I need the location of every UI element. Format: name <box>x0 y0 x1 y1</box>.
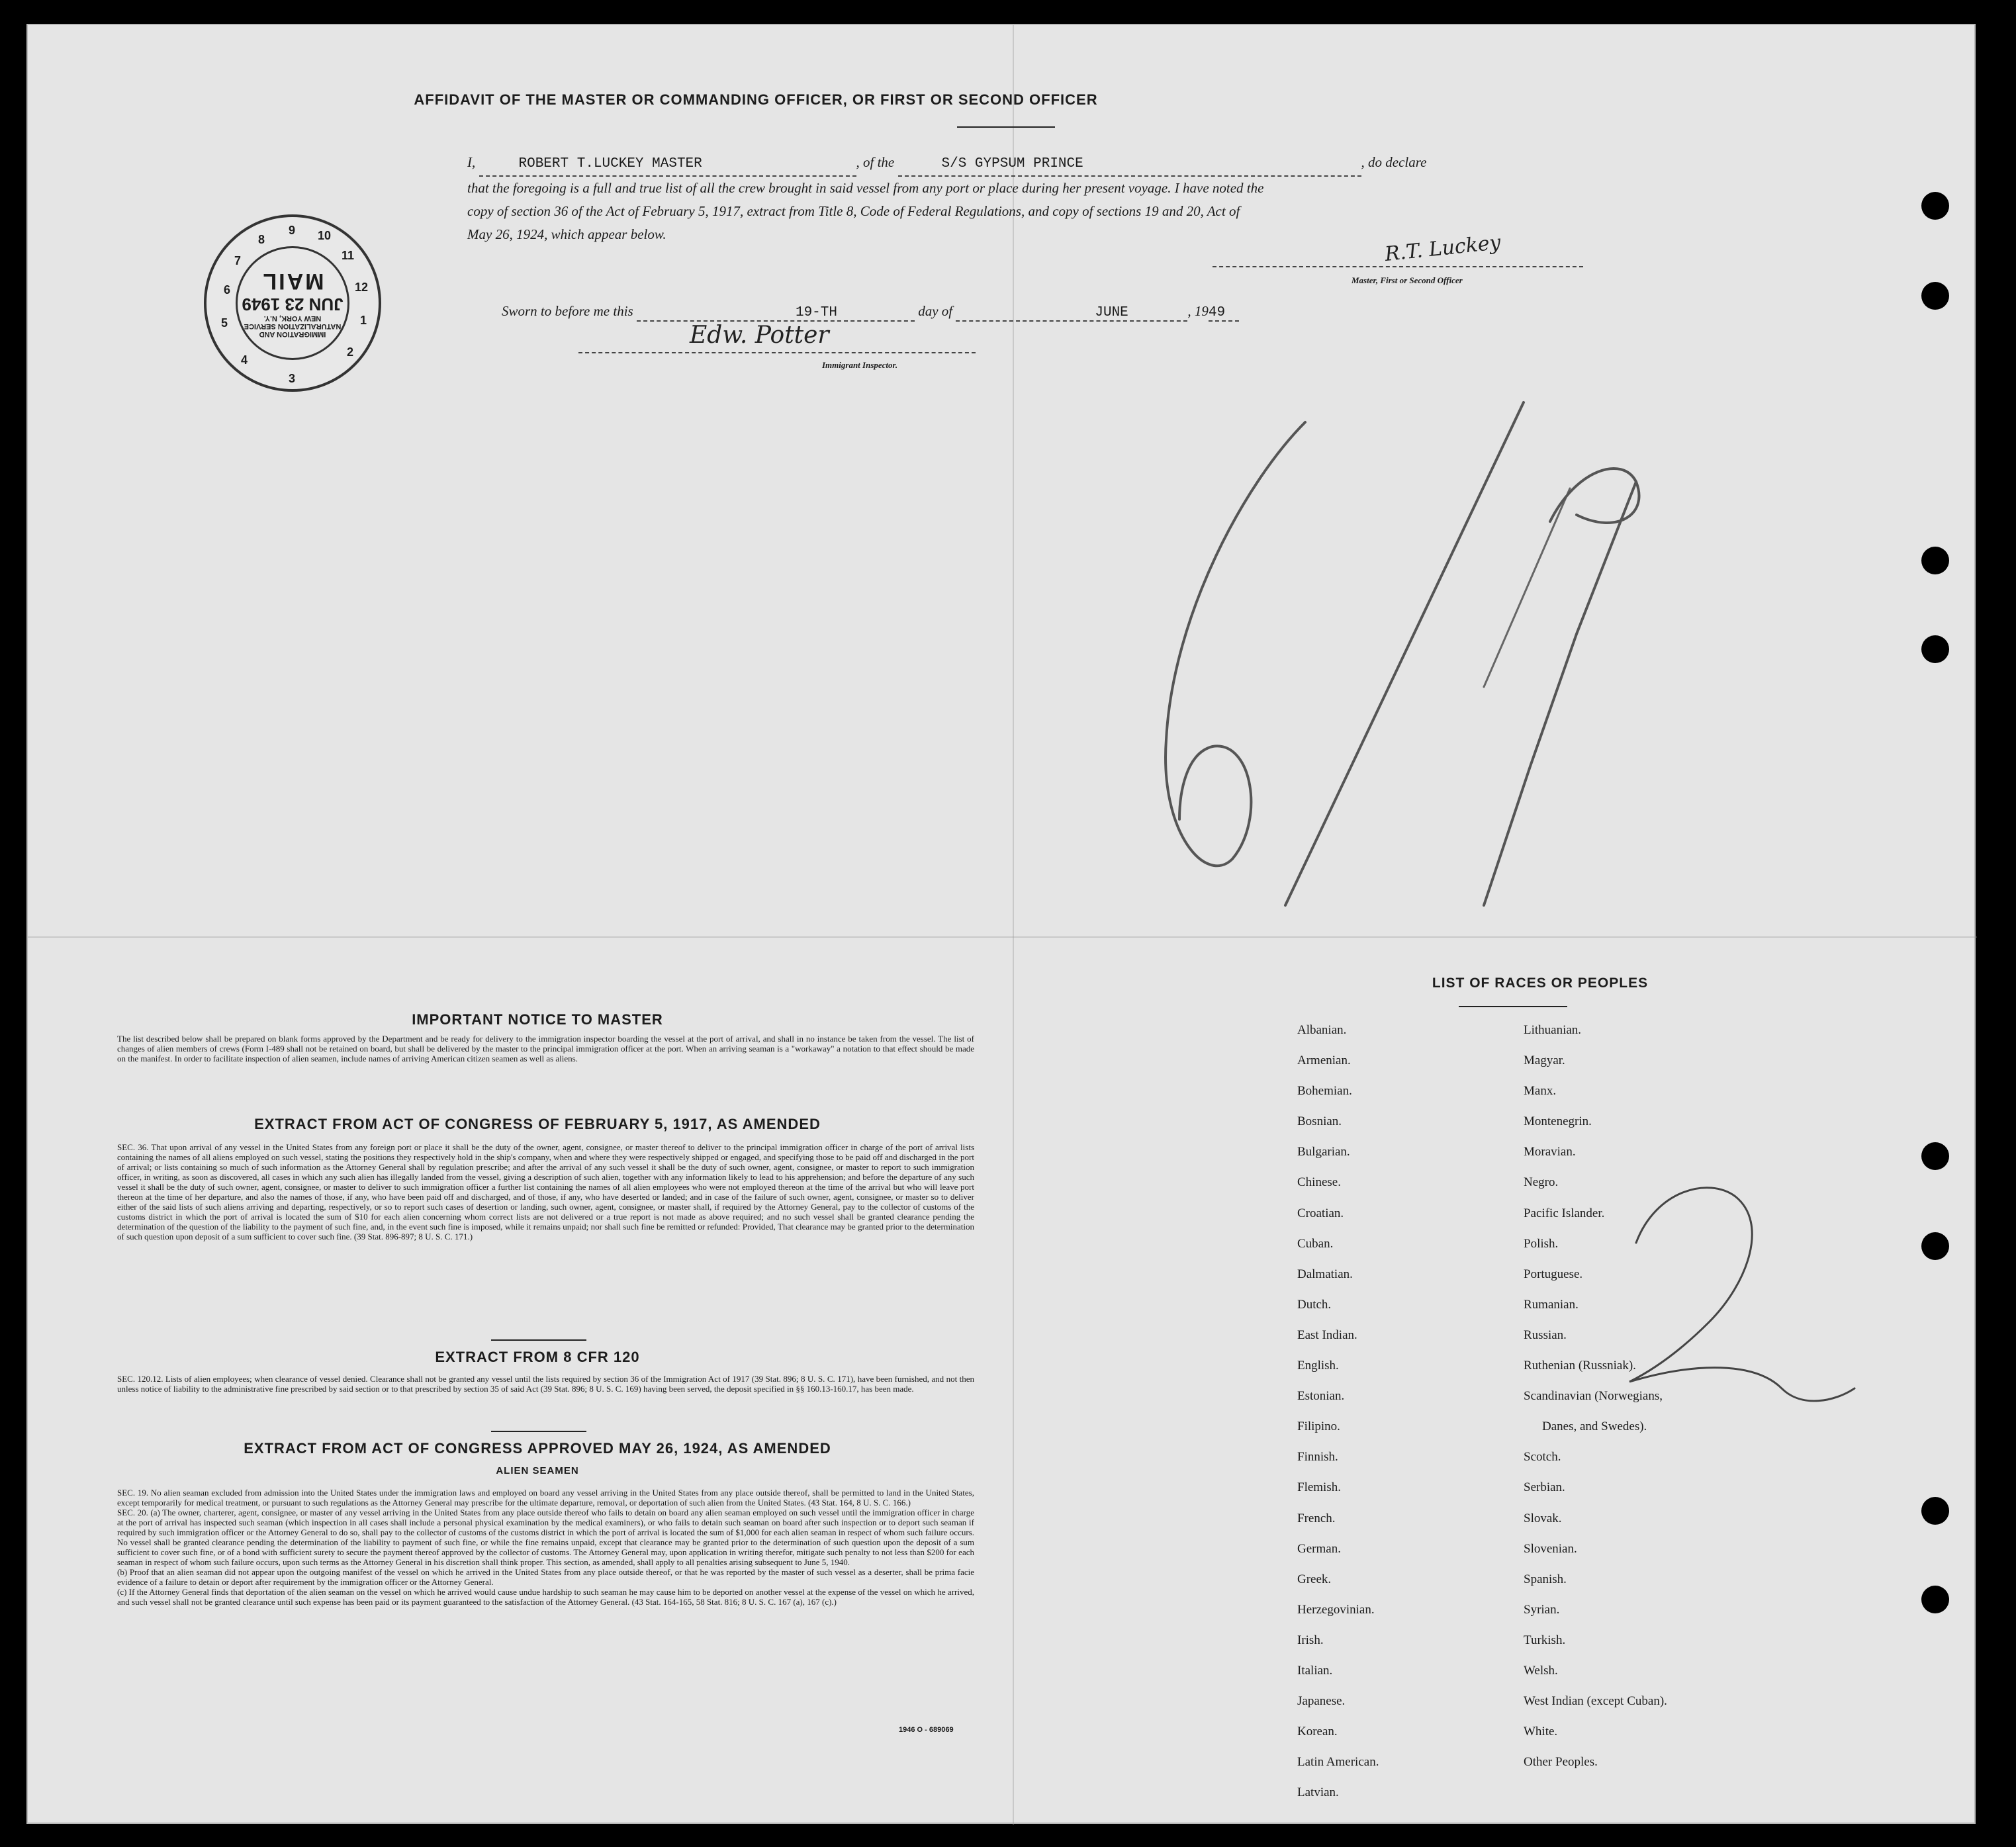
day-of-text: day of <box>918 303 953 319</box>
race-item: Italian. <box>1297 1663 1333 1678</box>
sworn-year-prefix: , 19 <box>1187 303 1209 319</box>
stamp-number: 11 <box>342 249 355 262</box>
race-item: Pacific Islander. <box>1524 1206 1605 1220</box>
stamp-date: JUN 23 1949 <box>242 294 344 314</box>
sec-19-text: SEC. 19. No alien seaman excluded from admission into the United States under the immigration laws and employed on board any vessel arriving in the United States from any place outside thereof, shall be permitted to land in the United States, except temporarily for medical treatment, or pursuant to such regulations as the Attorney General may prescribe for the ultimate departure, removal, or deportation of such alien from the United States. (43 Stat. 164, 8 U. S. C. 166.) <box>117 1488 974 1508</box>
fold-line-horizontal <box>28 936 1977 938</box>
stamp-number: 4 <box>241 353 248 367</box>
print-code: 1946 O - 689069 <box>899 1726 954 1734</box>
master-name-field: ROBERT T.LUCKEY MASTER <box>479 152 856 177</box>
extract-1924-body <box>117 1488 974 1607</box>
title-divider <box>957 126 1055 128</box>
stamp-number: 9 <box>289 224 296 237</box>
master-signature-caption: Master, First or Second Officer <box>1352 275 1463 285</box>
extract-cfr-body: SEC. 120.12. Lists of alien employees; when clearance of vessel denied. Clearance shall not be granted any vessel until the lists required by section 36 of the Immigration Act of 1917 (39 Stat. 896; 8 U. S. C. 171), have been furnished, and not then unless notice of liability to the administrative fine prescribed by said section or to that prescribed by section 35 of said Act (39 Stat. 896; 8 U. S. C. 169) having been served, the deposit specified in §§ 160.13-160.17, has been made. <box>117 1374 974 1394</box>
sec-20a-text: SEC. 20. (a) The owner, charterer, agent, consignee, or master of any vessel arriving in the United States from any place outside thereof who fails to detain on board any alien seaman employed on such vessel until the immigration officer in charge at the port of arrival has inspected such seaman (which inspection in all cases shall include a personal physical examination by the medical examiners), or who fails to detain such seaman on board after such inspection or to deport such seaman if required by such immigration officer or the Attorney General to do so, shall pay to the collector of customs of the customs district in which the port of arrival is located the sum of $1,000 for each alien seaman in respect of whom such failure occurs. No vessel shall be granted clearance pending the determination of the liability to payment of such fine, or while the fine remains unpaid, except that clearance may be granted prior to the determination of such question upon the deposit of a sum sufficient to cover such fine, or of a bond with sufficient surety to secure the payment thereof approved by the collector of customs. The Attorney General may, upon application in writing therefor, mitigate such penalty to not less than $200 for each seaman in respect of whom such failure occurs, upon such terms as the Attorney General in his discretion shall think proper. This section, as amended, shall apply to all penalties arising subsequent to June 5, 1940. <box>117 1508 974 1567</box>
race-item: English. <box>1297 1359 1339 1373</box>
race-item: Herzegovinian. <box>1297 1602 1375 1617</box>
vessel-name-field: S/S GYPSUM PRINCE <box>898 152 1361 177</box>
race-item: East Indian. <box>1297 1328 1357 1342</box>
race-item: Moravian. <box>1524 1145 1576 1159</box>
races-title: LIST OF RACES OR PEOPLES <box>1432 975 1649 991</box>
extract-1924-title: EXTRACT FROM ACT OF CONGRESS APPROVED MAY 26, 1924, AS AMENDED <box>244 1440 831 1457</box>
stamp-number: 1 <box>360 314 367 327</box>
race-item: Cuban. <box>1297 1236 1334 1251</box>
stamp-number: 2 <box>347 345 354 359</box>
master-signature-line <box>1213 266 1583 267</box>
sec-20b-text: (b) Proof that an alien seaman did not appear upon the outgoing manifest of the vessel on which he arrived in the United States from any place outside thereof, or that he was reported by the master of such vessel as a deserter, shall be prima facie evidence of a failure to detain or deport after requirement by the immigration officer or the Attorney General. <box>117 1567 974 1587</box>
races-divider <box>1459 1006 1567 1007</box>
affidavit-i: I, <box>467 154 476 170</box>
race-item: Greek. <box>1297 1572 1332 1586</box>
binder-hole <box>1921 1232 1949 1260</box>
race-item: Serbian. <box>1524 1480 1565 1495</box>
extract-cfr-title: EXTRACT FROM 8 CFR 120 <box>435 1349 640 1365</box>
stamp-center <box>236 246 349 360</box>
sworn-day-field: 19-TH <box>637 305 915 322</box>
binder-hole <box>1921 547 1949 574</box>
affidavit-title: AFFIDAVIT OF THE MASTER OR COMMANDING OFFICER, OR FIRST OR SECOND OFFICER <box>414 91 1098 108</box>
stamp-number: 10 <box>318 229 332 242</box>
inspector-signature-line <box>578 352 976 353</box>
race-item: Korean. <box>1297 1725 1338 1739</box>
extract-1917-body: SEC. 36. That upon arrival of any vessel in the United States from any foreign port or place it shall be the duty of the owner, agent, consignee, or master thereof to deliver to the principal immigration officer in charge of the port of arrival lists containing the names of all aliens employed on such vessel, stating the positions they respectively hold in the ship's company, when and where they were respectively shipped or engaged, and specifying those to be paid off and discharged in the port of arrival; or lists containing so much of such information as the Attorney General shall by regulation prescribe; and after the arrival of any such vessel it shall be the duty of such owner, agent, consignee, or master to report to such immigration officer, in writing, as soon as discovered, all cases in which any such alien has illegally landed from the vessel, giving a description of such alien, together with any information likely to lead to his apprehension; and before the departure of any such vessel it shall be the duty of such owner, agent, consignee, or master to deliver to such immigration officer a further list containing the names of all alien employees who were not employed thereon at the time of the arrival but who will leave port thereon at the time of her departure, and also the names of those, if any, who have been paid off and discharged, and of those, if any, who have deserted or landed; and in case of the failure of such owner, agent, consignee, or master so to deliver either of the said lists of such aliens arriving and departing, respectively, or so to report such cases of desertion or landing, such owner, agent, consignee, or master shall, if required by the Attorney General, pay to the collector of customs of the customs district in which the port of arrival is located the sum of $10 for each alien concerning whom correct lists are not delivered or a true report is not made as above required; and no such vessel shall be granted clearance pending the determination of the question of the liability to the payment of such fine, and, in the event such fine is imposed, while it remains unpaid; nor shall such fine be remitted or refunded: Provided, That clearance may be granted prior to the determination of such question upon deposit of a sum sufficient to cover such fine. (39 Stat. 896-897; 8 U. S. C. 171.) <box>117 1142 974 1241</box>
race-item: Dutch. <box>1297 1297 1332 1312</box>
extract-1917-title: EXTRACT FROM ACT OF CONGRESS OF FEBRUARY 5, 1917, AS AMENDED <box>254 1116 821 1132</box>
race-item: Negro. <box>1524 1175 1559 1190</box>
sworn-month-field: JUNE <box>956 305 1187 322</box>
race-item: West Indian (except Cuban). <box>1524 1694 1667 1709</box>
fold-line-vertical <box>1013 25 1014 1825</box>
extract-1924-subtitle: ALIEN SEAMEN <box>496 1465 579 1476</box>
affidavit-line-4: May 26, 1924, which appear below. <box>467 226 666 242</box>
stamp-city-text: NEW YORK, N.Y. <box>263 314 322 322</box>
race-item: Magyar. <box>1524 1054 1565 1068</box>
affidavit-of-the: , of the <box>856 154 895 170</box>
stamp-mail-text: MAIL <box>261 269 324 294</box>
race-item: Croatian. <box>1297 1206 1344 1220</box>
sec-20c-text: (c) If the Attorney General finds that deportation of the alien seaman on the vessel on which he arrived would cause undue hardship to such seaman he may cause him to be deported on another vessel at the expense of the vessel on which he arrived, and such vessel shall not be granted clearance until such expense has been paid or its payment guaranteed to the satisfaction of the Attorney General. (43 Stat. 164-165, 58 Stat. 816; 8 U. S. C. 167 (a), 167 (c).) <box>117 1587 974 1607</box>
sworn-text: Sworn to before me this <box>502 303 633 319</box>
sworn-year-field: 49 <box>1209 305 1239 322</box>
race-item: Finnish. <box>1297 1450 1338 1464</box>
notice-body: The list described below shall be prepared on blank forms approved by the Department and be ready for delivery to the immigration inspector boarding the vessel at the port of arrival, and shall in no instance be taken from the vessel. The list of changes of alien members of crews (Form I-489 shall not be retained on board, but shall be delivered by the master to the principal immigration officer at the port. When an arriving seaman is a "workaway" a notation to that effect should be made on the manifest. In order to facilitate inspection of alien seamen, include names of arriving American citizen seamen as well as aliens. <box>117 1034 974 1063</box>
binder-hole <box>1921 635 1949 663</box>
binder-hole <box>1921 1497 1949 1525</box>
race-item: Slovenian. <box>1524 1541 1577 1556</box>
race-item: Latvian. <box>1297 1785 1339 1800</box>
immigration-mail-stamp <box>204 214 381 392</box>
affidavit-line-1 <box>467 151 1586 177</box>
race-item: Estonian. <box>1297 1389 1345 1404</box>
race-item: Irish. <box>1297 1633 1324 1647</box>
stamp-number: 3 <box>289 372 296 385</box>
race-item: Scotch. <box>1524 1450 1561 1464</box>
stamp-number: 12 <box>355 281 369 294</box>
race-item: German. <box>1297 1541 1341 1556</box>
race-item: Welsh. <box>1524 1663 1558 1678</box>
race-item: Portuguese. <box>1524 1267 1583 1281</box>
binder-hole <box>1921 192 1949 220</box>
race-item: Japanese. <box>1297 1694 1346 1709</box>
binder-hole <box>1921 1142 1949 1170</box>
affidavit-line-2: that the foregoing is a full and true list of all the crew brought in said vessel from any port or place during her present voyage. I have noted the <box>467 180 1264 196</box>
race-item: Danes, and Swedes). <box>1542 1419 1647 1434</box>
race-item: French. <box>1297 1511 1336 1525</box>
manifest-page <box>26 24 1976 1824</box>
stamp-service-text: IMMIGRATION AND NATURALIZATION SERVICE <box>244 322 342 338</box>
race-item: Other Peoples. <box>1524 1755 1598 1770</box>
race-item: White. <box>1524 1725 1558 1739</box>
stamp-number: 6 <box>224 283 231 296</box>
race-item: Chinese. <box>1297 1175 1341 1190</box>
race-item: Filipino. <box>1297 1419 1340 1434</box>
race-item: Slovak. <box>1524 1511 1562 1525</box>
race-item: Russian. <box>1524 1328 1567 1342</box>
race-item: Dalmatian. <box>1297 1267 1353 1281</box>
races-column-2 <box>1524 1015 1667 1778</box>
stamp-number: 7 <box>234 254 242 267</box>
race-item: Syrian. <box>1524 1602 1560 1617</box>
affidavit-line-3: copy of section 36 of the Act of February 5, 1917, extract from Title 8, Code of Federal Regulations, and copy of sections 19 and 20, Act of <box>467 203 1240 219</box>
master-signature: R.T. Luckey <box>1383 230 1502 267</box>
race-item: Bosnian. <box>1297 1114 1342 1129</box>
race-item: Bohemian. <box>1297 1084 1352 1099</box>
section-divider <box>491 1339 586 1341</box>
notice-title: IMPORTANT NOTICE TO MASTER <box>412 1011 663 1028</box>
affidavit-body <box>467 151 1586 246</box>
race-item: Spanish. <box>1524 1572 1567 1586</box>
handwritten-date-text: 6/19 <box>1378 660 1381 661</box>
race-item: Montenegrin. <box>1524 1114 1592 1129</box>
race-item: Scandinavian (Norwegians, <box>1524 1389 1663 1404</box>
sworn-line <box>502 303 1239 322</box>
inspector-signature: Edw. Potter <box>690 322 829 349</box>
affidavit-do-declare: , do declare <box>1361 154 1427 170</box>
section-divider <box>491 1431 586 1432</box>
race-item: Rumanian. <box>1524 1297 1579 1312</box>
race-item: Albanian. <box>1297 1023 1347 1037</box>
race-item: Flemish. <box>1297 1480 1341 1495</box>
race-item: Latin American. <box>1297 1755 1379 1770</box>
race-item: Polish. <box>1524 1236 1559 1251</box>
stamp-number: 8 <box>258 233 265 246</box>
stamp-number: 5 <box>221 316 228 330</box>
race-item: Lithuanian. <box>1524 1023 1582 1037</box>
race-item: Manx. <box>1524 1084 1557 1099</box>
race-item: Bulgarian. <box>1297 1145 1350 1159</box>
race-item: Turkish. <box>1524 1633 1566 1647</box>
binder-hole <box>1921 1586 1949 1613</box>
race-item: Ruthenian (Russniak). <box>1524 1359 1636 1373</box>
races-column-1 <box>1297 1015 1379 1808</box>
binder-hole <box>1921 282 1949 310</box>
inspector-signature-caption: Immigrant Inspector. <box>822 360 898 370</box>
race-item: Armenian. <box>1297 1054 1351 1068</box>
handwritten-date-mark <box>1113 396 1907 925</box>
